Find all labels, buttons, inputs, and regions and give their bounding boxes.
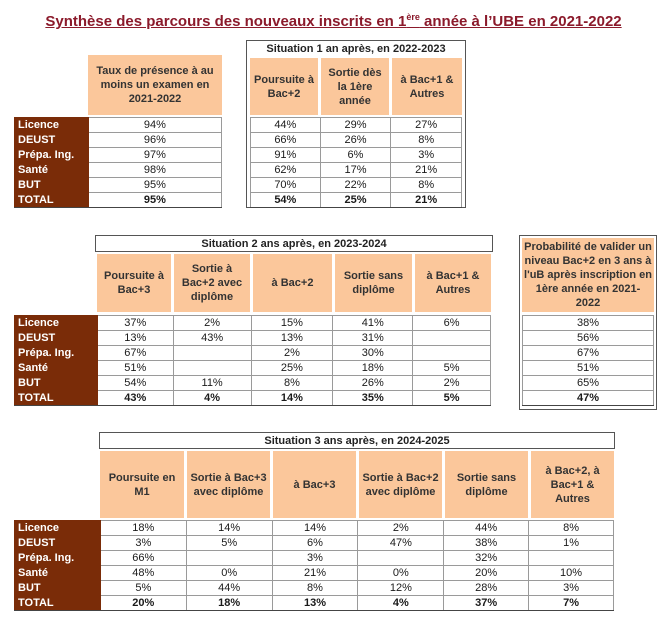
table-cell: 25% [320, 193, 391, 208]
row-label: DEUST [15, 133, 89, 148]
table-cell: 94% [88, 118, 221, 133]
table-cell: 13% [272, 596, 358, 611]
table-cell: 54% [97, 376, 173, 391]
row-label: BUT [15, 581, 101, 596]
table-cell: 3% [100, 536, 186, 551]
table-row [523, 346, 654, 361]
row-label: Santé [15, 566, 101, 581]
table-cell: 41% [333, 316, 413, 331]
probability-header: Probabilité de valider un niveau Bac+2 en 3 ans à l'uB après inscription en 1ère année en 2021-2022 [522, 238, 654, 312]
table-cell: 21% [391, 163, 462, 178]
table-cell: 0% [358, 566, 444, 581]
row-label: BUT [15, 178, 89, 193]
table-cell [358, 551, 444, 566]
row-label: Prépa. Ing. [15, 551, 101, 566]
table-cell: 28% [444, 581, 529, 596]
table-row [15, 133, 222, 148]
table-cell: 38% [444, 536, 529, 551]
table-cell: 37% [444, 596, 529, 611]
table-cell: 5% [413, 391, 491, 406]
table-cell: 4% [358, 596, 444, 611]
column-header: à Bac+2, à Bac+1 & Autres [531, 451, 614, 518]
row-label: Santé [15, 163, 89, 178]
table-cell: 44% [444, 521, 529, 536]
table-cell: 51% [523, 361, 654, 376]
situation3-headers [100, 451, 614, 518]
table-cell: 43% [97, 391, 173, 406]
table-row [15, 331, 491, 346]
table-cell: 26% [320, 133, 391, 148]
table-row [251, 118, 462, 133]
table-row [523, 361, 654, 376]
table-row [15, 581, 614, 596]
table-cell: 44% [251, 118, 321, 133]
table-row [251, 148, 462, 163]
table-row [15, 193, 222, 208]
table-cell: 2% [413, 376, 491, 391]
table-cell: 10% [529, 566, 614, 581]
probability-table [522, 315, 654, 406]
table-cell: 26% [333, 376, 413, 391]
table-cell: 21% [391, 193, 462, 208]
table-cell: 65% [523, 376, 654, 391]
row-label: Licence [15, 521, 101, 536]
table-cell: 8% [272, 581, 358, 596]
table-cell: 12% [358, 581, 444, 596]
table-row [523, 391, 654, 406]
table-cell: 3% [391, 148, 462, 163]
table-row [15, 391, 491, 406]
presence-table [14, 117, 222, 208]
table-cell: 14% [186, 521, 272, 536]
table-cell: 66% [100, 551, 186, 566]
row-label: TOTAL [15, 596, 101, 611]
table-cell: 14% [272, 521, 358, 536]
table-cell: 67% [523, 346, 654, 361]
row-label: DEUST [15, 536, 101, 551]
table-cell: 22% [320, 178, 391, 193]
column-header: à Bac+2 [253, 254, 332, 312]
table-cell: 95% [88, 193, 221, 208]
table-cell: 2% [251, 346, 333, 361]
table-cell: 38% [523, 316, 654, 331]
table-row [251, 178, 462, 193]
table-cell: 48% [100, 566, 186, 581]
column-header: Sortie à Bac+2 avec diplôme [359, 451, 442, 518]
table-cell: 2% [173, 316, 251, 331]
table-row [523, 376, 654, 391]
table-row [15, 566, 614, 581]
table-row [15, 316, 491, 331]
table-row [251, 163, 462, 178]
row-label: BUT [15, 376, 98, 391]
table-row [15, 118, 222, 133]
table-row [251, 133, 462, 148]
table-cell: 6% [413, 316, 491, 331]
table-cell: 17% [320, 163, 391, 178]
table-cell: 21% [272, 566, 358, 581]
table-cell: 31% [333, 331, 413, 346]
table-cell: 6% [320, 148, 391, 163]
situation2-caption: Situation 2 ans après, en 2023-2024 [95, 235, 493, 252]
table-cell: 29% [320, 118, 391, 133]
situation3-caption: Situation 3 ans après, en 2024-2025 [99, 432, 615, 449]
table-row [15, 178, 222, 193]
table-cell: 47% [358, 536, 444, 551]
table-cell: 44% [186, 581, 272, 596]
table-cell: 91% [251, 148, 321, 163]
table-cell: 37% [97, 316, 173, 331]
table-cell: 20% [100, 596, 186, 611]
table-cell: 62% [251, 163, 321, 178]
column-header: à Bac+3 [273, 451, 356, 518]
table-cell [413, 331, 491, 346]
table-cell: 2% [358, 521, 444, 536]
table-row [15, 346, 491, 361]
table-cell: 35% [333, 391, 413, 406]
table-row [15, 163, 222, 178]
table-cell: 7% [529, 596, 614, 611]
table-cell: 96% [88, 133, 221, 148]
table-cell: 30% [333, 346, 413, 361]
table-cell: 51% [97, 361, 173, 376]
table-row [15, 551, 614, 566]
table-cell [413, 346, 491, 361]
table-cell: 13% [97, 331, 173, 346]
situation3-table [14, 520, 614, 611]
table-row [523, 316, 654, 331]
table-cell: 47% [523, 391, 654, 406]
table-cell: 56% [523, 331, 654, 346]
table-cell [173, 361, 251, 376]
table-cell [529, 551, 614, 566]
table-cell: 18% [100, 521, 186, 536]
table-row [15, 536, 614, 551]
table-row [15, 361, 491, 376]
column-header: à Bac+1 & Autres [415, 254, 491, 312]
row-label: Prépa. Ing. [15, 148, 89, 163]
table-cell: 3% [272, 551, 358, 566]
table-cell: 8% [251, 376, 333, 391]
situation2-table [14, 315, 491, 406]
column-header: Poursuite à Bac+3 [97, 254, 171, 312]
situation2-headers [97, 254, 491, 312]
table-row [15, 596, 614, 611]
table-row [15, 521, 614, 536]
table-cell: 5% [186, 536, 272, 551]
row-label: Licence [15, 118, 89, 133]
situation1-caption: Situation 1 an après, en 2022-2023 [246, 40, 466, 56]
table-cell: 97% [88, 148, 221, 163]
table-cell: 14% [251, 391, 333, 406]
column-header: Sortie dès la 1ère année [321, 58, 389, 115]
table-cell: 5% [413, 361, 491, 376]
column-header: Sortie sans diplôme [335, 254, 412, 312]
situation1-table [250, 117, 462, 208]
column-header: Sortie sans diplôme [445, 451, 528, 518]
table-row [251, 193, 462, 208]
table-cell: 25% [251, 361, 333, 376]
column-header: Poursuite en M1 [100, 451, 184, 518]
column-header: Poursuite à Bac+2 [250, 58, 318, 115]
table-cell: 5% [100, 581, 186, 596]
table-cell: 11% [173, 376, 251, 391]
table-row [15, 148, 222, 163]
table-cell: 4% [173, 391, 251, 406]
table-cell: 8% [391, 133, 462, 148]
table-cell: 27% [391, 118, 462, 133]
page-title: Synthèse des parcours des nouveaux inscrits en 1ère année à l’UBE en 2021-2022 [45, 12, 622, 30]
table-cell: 18% [186, 596, 272, 611]
table-cell: 8% [391, 178, 462, 193]
presence-header: Taux de présence à au moins un examen en 2021-2022 [88, 55, 222, 115]
table-cell: 54% [251, 193, 321, 208]
table-cell [173, 346, 251, 361]
table-cell: 18% [333, 361, 413, 376]
table-cell: 6% [272, 536, 358, 551]
table-cell [186, 551, 272, 566]
table-cell: 67% [97, 346, 173, 361]
table-cell: 32% [444, 551, 529, 566]
column-header: à Bac+1 & Autres [392, 58, 462, 115]
table-cell: 13% [251, 331, 333, 346]
column-header: Sortie à Bac+2 avec diplôme [174, 254, 250, 312]
table-cell: 8% [529, 521, 614, 536]
table-row [523, 331, 654, 346]
row-label: DEUST [15, 331, 98, 346]
row-label: TOTAL [15, 193, 89, 208]
row-label: TOTAL [15, 391, 98, 406]
row-label: Licence [15, 316, 98, 331]
table-cell: 1% [529, 536, 614, 551]
row-label: Santé [15, 361, 98, 376]
table-cell: 0% [186, 566, 272, 581]
column-header: Sortie à Bac+3 avec diplôme [187, 451, 270, 518]
table-cell: 70% [251, 178, 321, 193]
table-row [15, 376, 491, 391]
table-cell: 20% [444, 566, 529, 581]
table-cell: 43% [173, 331, 251, 346]
table-cell: 3% [529, 581, 614, 596]
table-cell: 98% [88, 163, 221, 178]
table-cell: 66% [251, 133, 321, 148]
situation1-headers [250, 58, 462, 115]
table-cell: 15% [251, 316, 333, 331]
table-cell: 95% [88, 178, 221, 193]
row-label: Prépa. Ing. [15, 346, 98, 361]
